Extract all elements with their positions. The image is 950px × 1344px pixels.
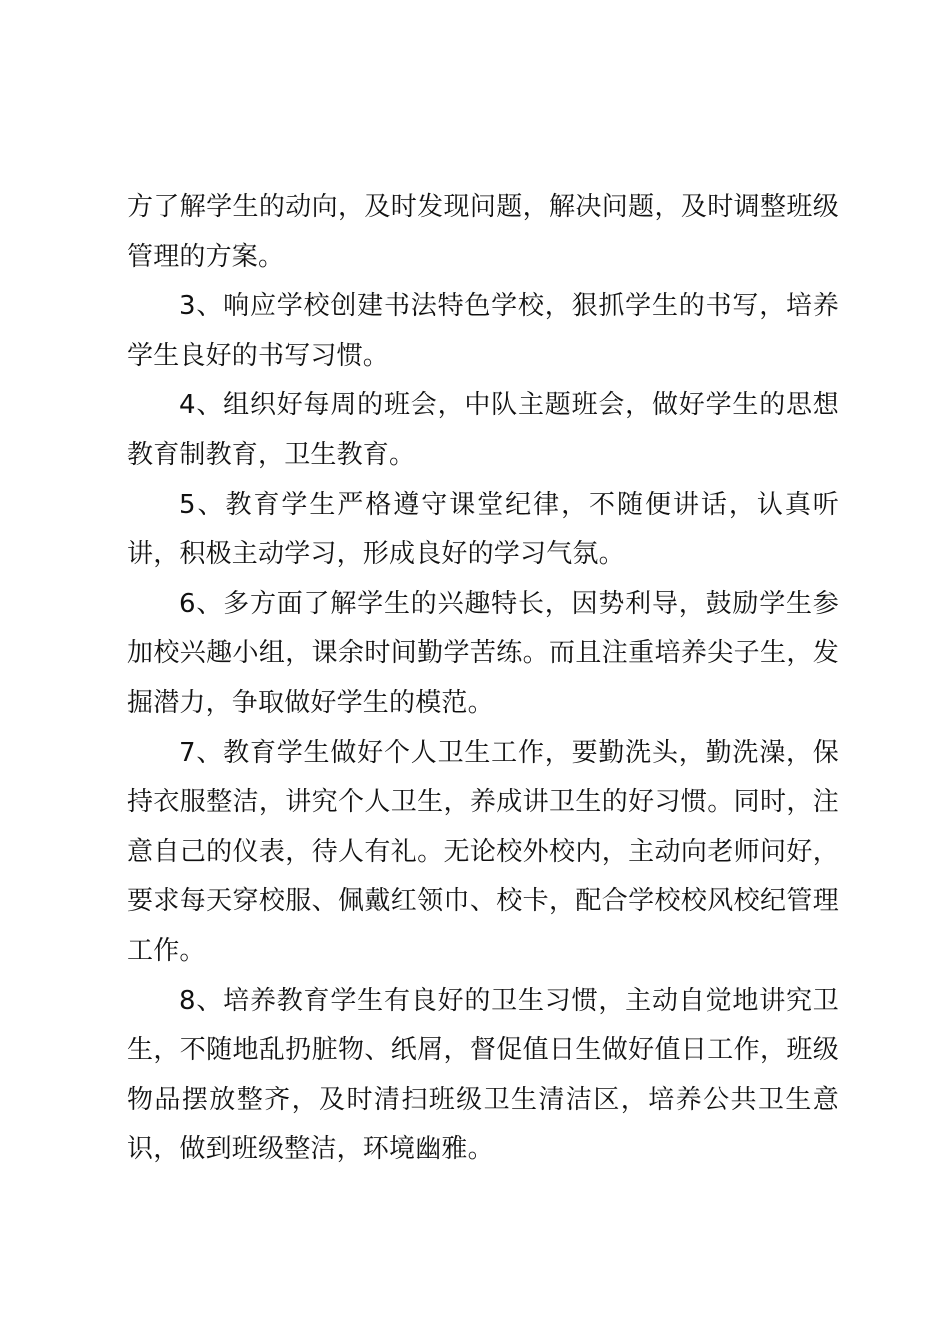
paragraph-item-7: 7、教育学生做好个人卫生工作，要勤洗头，勤洗澡，保持衣服整洁，讲究个人卫生，养成讲卫生的好习惯。同时，注意自己的仪表，待人有礼。无论校外校内，主动向老师问好，要求每天穿校服、佩戴红领巾、校卡，配合学校校风校纪管理工作。 [127, 737, 839, 966]
paragraph-continuation: 方了解学生的动向，及时发现问题，解决问题，及时调整班级管理的方案。 [127, 192, 839, 272]
paragraph-item-6: 6、多方面了解学生的兴趣特长，因势利导，鼓励学生参加校兴趣小组，课余时间勤学苦练。而且注重培养尖子生，发掘潜力，争取做好学生的模范。 [127, 588, 839, 718]
paragraph-item-3: 3、响应学校创建书法特色学校，狠抓学生的书写，培养学生良好的书写习惯。 [127, 291, 839, 371]
paragraph-item-5: 5、教育学生严格遵守课堂纪律，不随便讲话，认真听讲，积极主动学习，形成良好的学习气氛。 [127, 489, 839, 570]
document-body [127, 183, 839, 1175]
paragraph-item-8: 8、培养教育学生有良好的卫生习惯，主动自觉地讲究卫生，不随地乱扔脏物、纸屑，督促值日生做好值日工作，班级物品摆放整齐，及时清扫班级卫生清洁区，培养公共卫生意识，做到班级整洁，环境幽雅。 [127, 985, 839, 1165]
paragraph-item-4: 4、组织好每周的班会，中队主题班会，做好学生的思想教育制教育，卫生教育。 [127, 390, 839, 470]
